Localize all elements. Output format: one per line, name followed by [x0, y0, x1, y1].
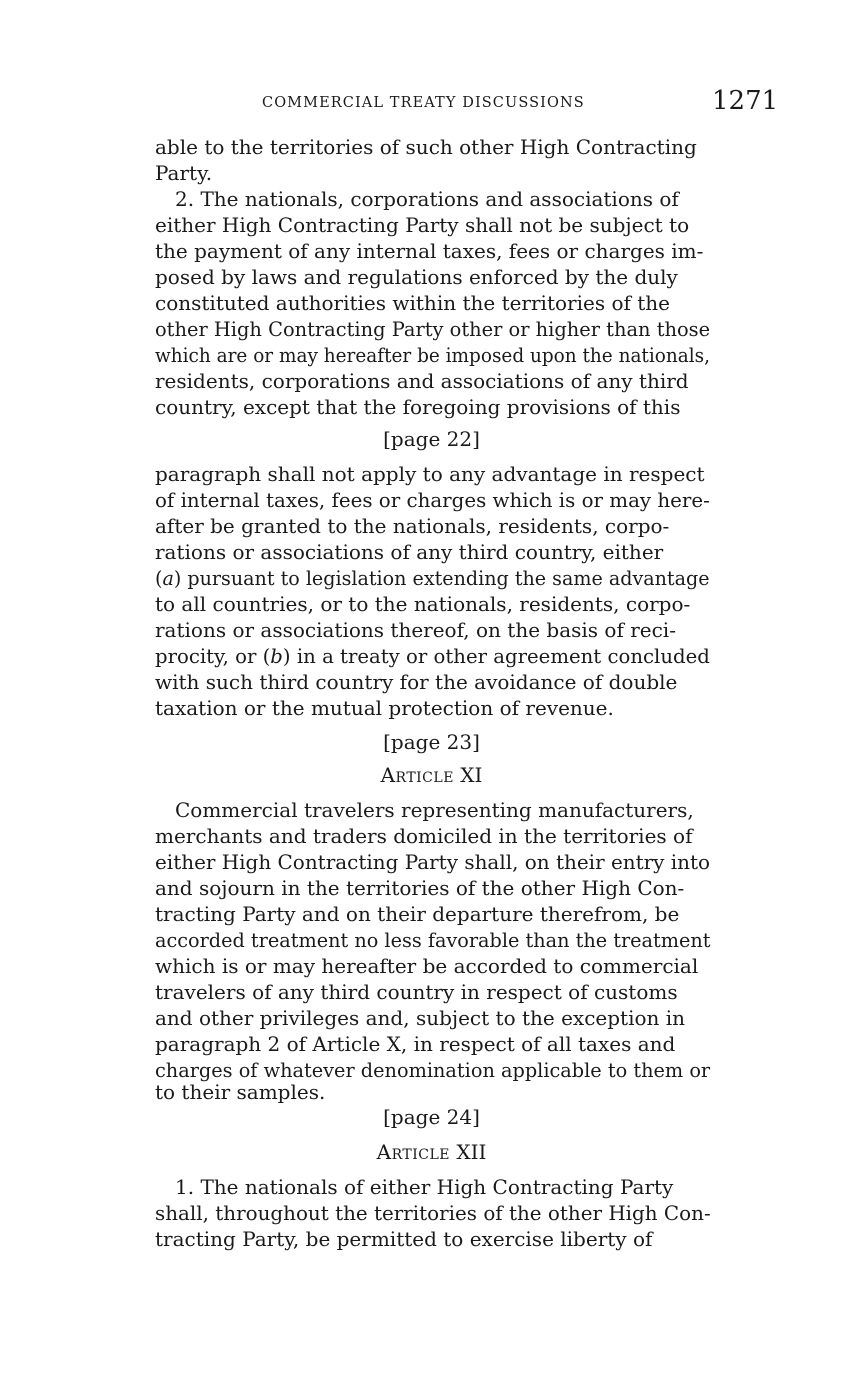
page-number: 1271 — [712, 86, 779, 116]
text-line: after be granted to the nationals, residents, corpo- — [155, 514, 670, 538]
text-line: the payment of any internal taxes, fees or charges im- — [155, 239, 704, 263]
text-line: and sojourn in the territories of the other High Con- — [155, 876, 685, 900]
running-head — [0, 86, 863, 120]
text-line: with such third country for the avoidance of double — [155, 670, 678, 694]
text-line: to all countries, or to the nationals, residents, corpo- — [155, 592, 691, 616]
text-line: merchants and traders domiciled in the territories of — [155, 824, 693, 848]
running-title: COMMERCIAL TREATY DISCUSSIONS — [262, 95, 585, 111]
text-line: paragraph 2 of Article X, in respect of all taxes and — [155, 1032, 676, 1056]
text-line: procity, or (b) in a treaty or other agreement concluded — [155, 644, 710, 668]
text-line: posed by laws and regulations enforced by the duly — [155, 265, 678, 289]
text-line: shall, throughout the territories of the other High Con- — [155, 1201, 711, 1225]
text-line: rations or associations of any third country, either — [155, 540, 664, 564]
text-line: accorded treatment no less favorable than the treatment — [155, 928, 711, 952]
text-line: Commercial travelers representing manufacturers, — [175, 798, 694, 822]
text-line: Party. — [155, 161, 213, 185]
text-line: which is or may hereafter be accorded to commercial — [155, 954, 699, 978]
text-line: constituted authorities within the territories of the — [155, 291, 670, 315]
text-line: paragraph shall not apply to any advantage in respect — [155, 462, 705, 486]
text-line: residents, corporations and associations of any third — [155, 369, 689, 393]
text-line: which are or may hereafter be imposed upon the nationals, — [155, 343, 710, 367]
text-line: 2. The nationals, corporations and associations of — [175, 187, 679, 211]
text-line: either High Contracting Party shall, on their entry into — [155, 850, 711, 874]
text-line: charges of whatever denomination applicable to them or — [155, 1058, 711, 1082]
page-marker: [page 24] — [383, 1105, 480, 1129]
text-line: other High Contracting Party other or higher than those — [155, 317, 711, 341]
text-line: tracting Party, be permitted to exercise liberty of — [155, 1227, 653, 1251]
text-line: 1. The nationals of either High Contracting Party — [175, 1175, 674, 1199]
text-line: of internal taxes, fees or charges which is or may here- — [155, 488, 710, 512]
text-line: (a) pursuant to legislation extending the same advantage — [155, 566, 710, 590]
article-heading: Article XI — [380, 763, 483, 787]
text-line: either High Contracting Party shall not be subject to — [155, 213, 690, 237]
page-marker: [page 22] — [383, 427, 480, 451]
text-line: tracting Party and on their departure therefrom, be — [155, 902, 680, 926]
text-line: country, except that the foregoing provisions of this — [155, 395, 681, 419]
text-line: to their samples. — [155, 1080, 326, 1104]
page-marker: [page 23] — [383, 730, 480, 754]
text-line: rations or associations thereof, on the basis of reci- — [155, 618, 676, 642]
text-line: able to the territories of such other High Contracting — [155, 135, 697, 159]
text-line: travelers of any third country in respect of customs — [155, 980, 678, 1004]
article-heading: Article XII — [376, 1140, 487, 1164]
text-line: and other privileges and, subject to the exception in — [155, 1006, 686, 1030]
text-line: taxation or the mutual protection of revenue. — [155, 696, 614, 720]
